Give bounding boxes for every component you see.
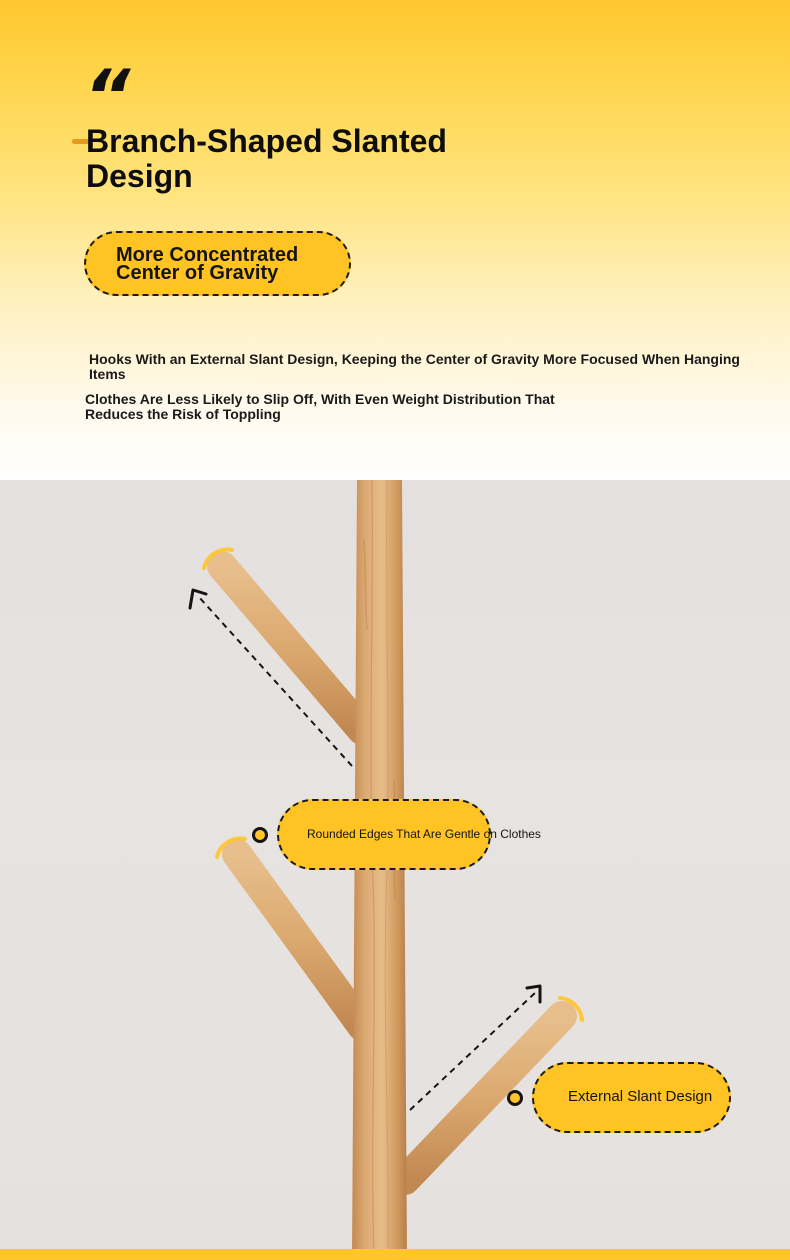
main-pole (352, 480, 407, 1260)
feature-header-section (0, 0, 790, 480)
bottom-accent-bar (0, 1249, 790, 1260)
callout-external-slant-label: External Slant Design (568, 1088, 713, 1105)
callout-rounded-edges-label: Rounded Edges That Are Gentle on Clothes (307, 827, 541, 841)
highlight-badge-label: More Concentrated Center of Gravity (116, 244, 299, 284)
page-title: Branch-Shaped Slanted Design (86, 123, 447, 194)
quote-icon: “ (84, 54, 127, 138)
product-photo (0, 480, 790, 1260)
callout-dot-icon (252, 827, 268, 843)
upper-hook (204, 550, 362, 730)
coat-rack-illustration (0, 480, 790, 1260)
description-line-1: Hooks With an External Slant Design, Keeping the Center of Gravity More Focused When Hanging Items (89, 351, 740, 382)
description-line-2: Clothes Are Less Likely to Slip Off, With Even Weight Distribution That Reduces the Risk of Toppling (85, 391, 555, 422)
callout-dot-icon (507, 1090, 523, 1106)
